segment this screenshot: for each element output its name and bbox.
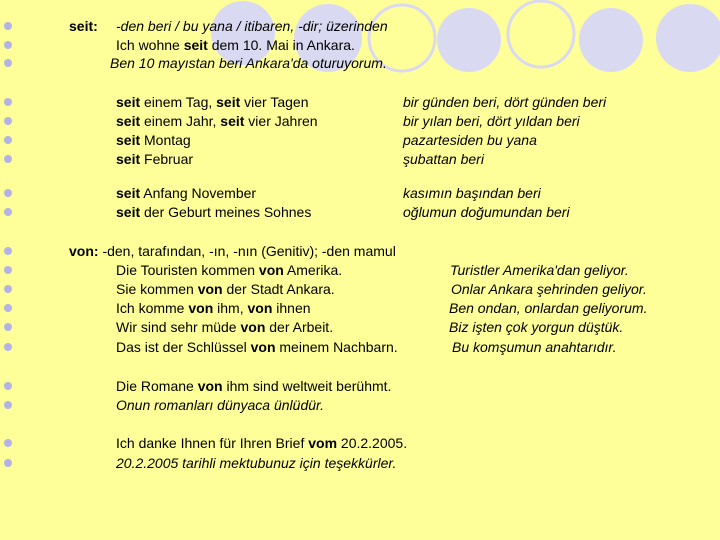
bullet-icon [4, 439, 12, 447]
translation: Biz işten çok yorgun düştük. [449, 319, 624, 335]
bullet-icon [4, 266, 12, 274]
bullet-icon [4, 208, 12, 216]
bullet-icon [4, 98, 12, 106]
deco-circle [656, 4, 720, 72]
translation: bir günden beri, dört günden beri [403, 94, 607, 110]
bullet-icon [4, 189, 12, 197]
translation: Turistler Amerika'dan geliyor. [450, 262, 629, 278]
translation: kasımın başından beri [403, 185, 541, 201]
bullet-icon [4, 401, 12, 409]
translation: Bu komşumun anahtarıdır. [452, 339, 617, 355]
keyword: von: [69, 243, 99, 259]
deco-circle [437, 8, 501, 72]
deco-circle [508, 1, 574, 67]
decorative-circles [0, 0, 720, 90]
bullet-icon [4, 323, 12, 331]
translation: Onlar Ankara şehrinden geliyor. [451, 281, 647, 297]
bullet-icon [4, 343, 12, 351]
bullet-icon [4, 304, 12, 312]
bullet-icon [4, 59, 12, 67]
translation: pazartesiden bu yana [403, 132, 537, 148]
translation: şubattan beri [403, 151, 484, 167]
bullet-icon [4, 247, 12, 255]
translation: Ben ondan, onlardan geliyorum. [449, 300, 648, 316]
bullet-icon [4, 459, 12, 467]
bullet-icon [4, 285, 12, 293]
bullet-icon [4, 155, 12, 163]
deco-circle [579, 8, 643, 72]
bullet-icon [4, 41, 12, 49]
bullet-icon [4, 136, 12, 144]
translation: bir yılan beri, dört yıldan beri [403, 113, 580, 129]
bullet-icon [4, 117, 12, 125]
keyword: seit [183, 37, 208, 53]
translation: -den beri / bu yana / itibaren, -dir; üzerinden [116, 18, 388, 34]
bullet-icon [4, 22, 12, 30]
keyword: seit: [69, 18, 98, 34]
translation: oğlumun doğumundan beri [403, 204, 570, 220]
bullet-icon [4, 382, 12, 390]
